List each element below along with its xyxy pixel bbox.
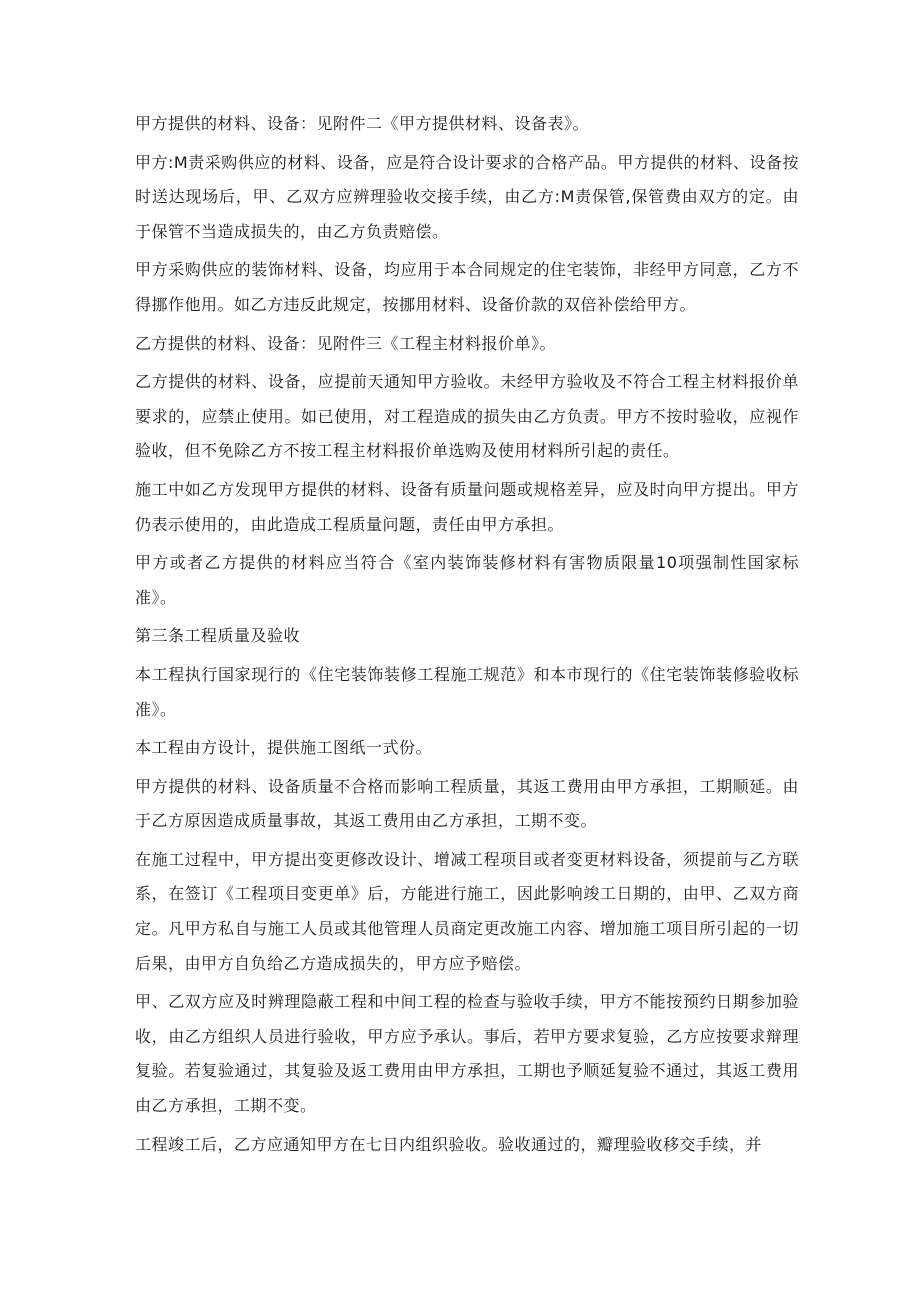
paragraph-12: 在施工过程中，甲方提出变更修改设计、增减工程项目或者变更材料设备，须提前与乙方联系，在签订《工程项目变更单》后，方能进行施工，因此影响竣工日期的，由甲、乙双方商定。凡甲方私自与施工人员或其他管理人员商定更改施工内容、增加施工项目所引起的一切后果，由甲方自负给乙方造成损失的，甲方应予赔偿。 xyxy=(135,849,799,973)
paragraph-4: 乙方提供的材料、设备：见附件三《工程主材料报价单》。 xyxy=(135,333,557,353)
document-body xyxy=(135,107,799,1166)
paragraph-13: 甲、乙双方应及时辨理隐蔽工程和中间工程的检查与验收手续，甲方不能按预约日期参加验收，由乙方组织人员进行验收，甲方应予承认。事后，若甲方要求复验，乙方应按要求辩理复验。若复验通过，其复验及返工费用由甲方承担，工期也予顺延复验不通过，其返工费用由乙方承担，工期不变。 xyxy=(135,992,799,1116)
paragraph-2: 甲方:M责采购供应的材料、设备，应是符合设计要求的合格产品。甲方提供的材料、设备按时送达现场后，甲、乙双方应辨理验收交接手续，由乙方:M责保管,保管费由双方的定。由于保管不当造成损失的，由乙方负责赔偿。 xyxy=(135,152,799,241)
section-heading: 第三条工程质量及验收 xyxy=(135,626,301,646)
paragraph-7: 甲方或者乙方提供的材料应当符合《室内装饰装修材料有害物质限量10项强制性国家标准》。 xyxy=(135,553,799,607)
paragraph-9: 本工程执行国家现行的《住宅装饰装修工程施工规范》和本市现行的《住宅装饰装修验收标准》。 xyxy=(135,664,799,719)
paragraph-5: 乙方提供的材料、设备，应提前天通知甲方验收。未经甲方验收及不符合工程主材料报价单要求的，应禁止使用。如已使用，对工程造成的损失由乙方负责。甲方不按时验收，应视作验收，但不免除乙方不按工程主材料报价单选购及使用材料所引起的责任。 xyxy=(135,372,799,461)
paragraph-10: 本工程由方设计，提供施工图纸一式份。 xyxy=(135,738,433,758)
paragraph-14: 工程竣工后，乙方应通知甲方在七日内组织验收。验收通过的，瓣理验收移交手续，并 xyxy=(135,1134,763,1154)
paragraph-1: 甲方提供的材料、设备：见附件二《甲方提供材料、设备表》。 xyxy=(135,114,590,133)
paragraph-6: 施工中如乙方发现甲方提供的材料、设备有质量问题或规格差异，应及时向甲方提出。甲方仍表示使用的，由此造成工程质量问题，责任由甲方承担。 xyxy=(135,479,799,534)
paragraph-11: 甲方提供的材料、设备质量不合格而影响工程质量，其返工费用由甲方承担，工期顺延。由于乙方原因造成质量事故，其返工费用由乙方承担，工期不变。 xyxy=(135,776,799,831)
paragraph-3: 甲方采购供应的装饰材料、设备，均应用于本合同规定的住宅装饰，非经甲方同意，乙方不得挪作他用。如乙方违反此规定，按挪用材料、设备价款的双倍补偿给甲方。 xyxy=(135,260,799,314)
